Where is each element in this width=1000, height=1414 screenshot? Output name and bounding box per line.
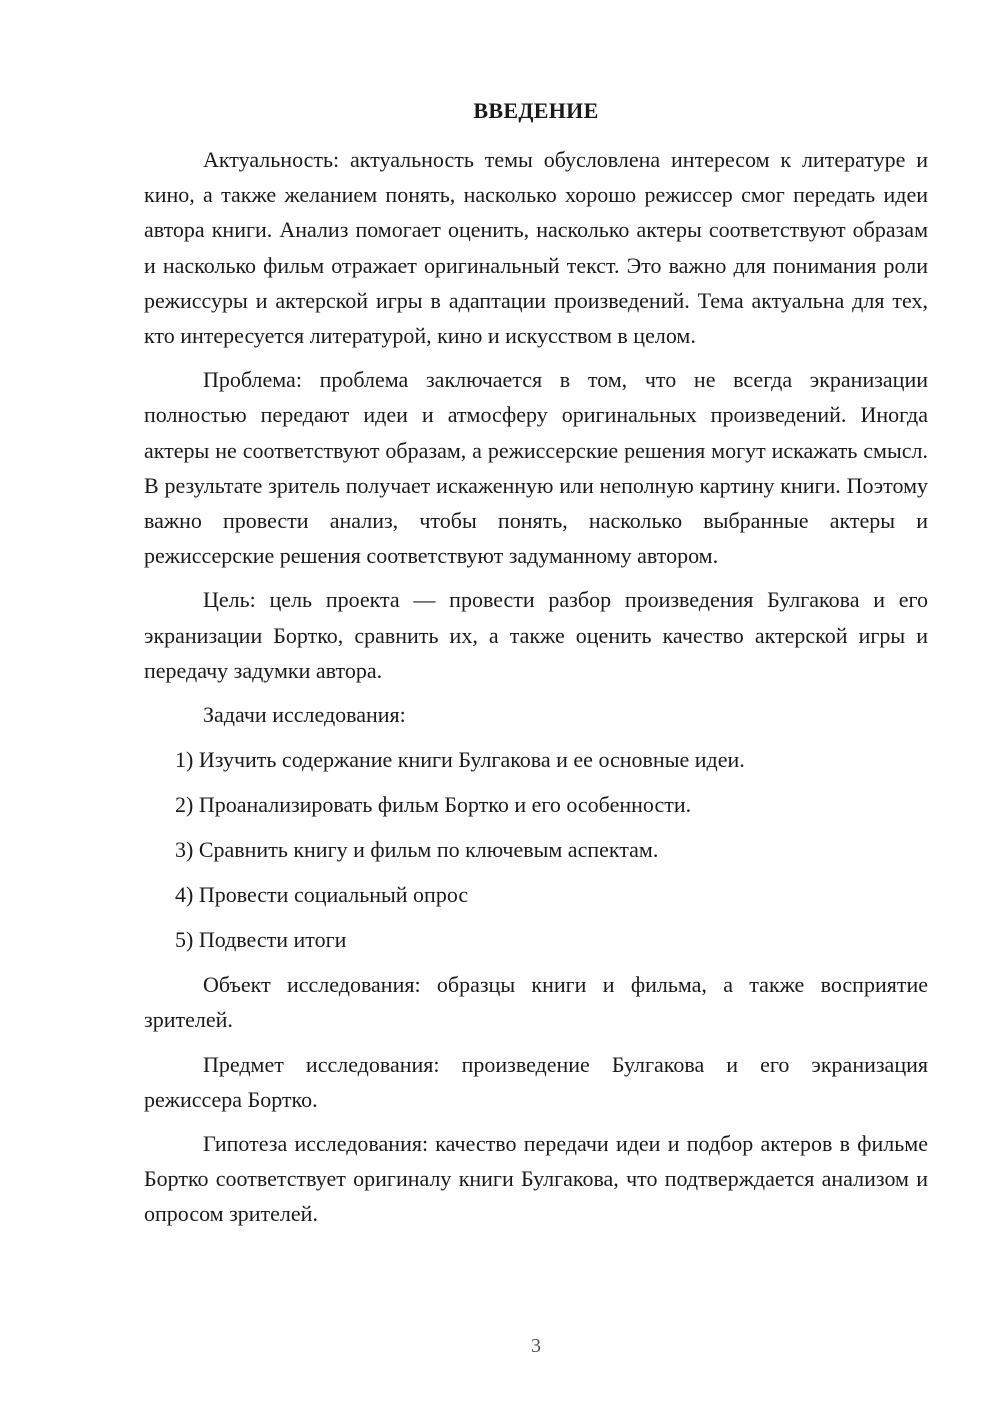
goal-paragraph: Цель: цель проекта — провести разбор произведения Булгакова и его экранизации Бортко, сравнить их, а также оценить качество актерской игры и передачу задумки автора. <box>144 587 928 683</box>
task-text: Сравнить книгу и фильм по ключевым аспектам. <box>198 837 659 863</box>
object-paragraph: Объект исследования: образцы книги и фильма, а также восприятие зрителей. <box>144 972 928 1033</box>
page-number: 3 <box>531 1335 541 1357</box>
task-number: 5) <box>175 927 194 953</box>
list-item <box>144 922 928 967</box>
task-text: Подвести итоги <box>198 927 347 953</box>
list-item <box>144 787 928 832</box>
relevance-paragraph: Актуальность: актуальность темы обусловлена интересом к литературе и кино, а также желанием понять, насколько хорошо режиссер смог передать идеи автора книги. Анализ помогает оценить, насколько актеры соответствуют образам и насколько фильм отражает оригинальный текст. Это важно для понимания роли режиссуры и актерской игры в адаптации произведений. Тема актуальна для тех, кто интересуется литературой, кино и искусством в целом. <box>144 147 928 349</box>
list-item <box>144 742 928 787</box>
page-title: ВВЕДЕНИЕ <box>473 98 599 123</box>
task-number: 2) <box>175 792 194 818</box>
list-item <box>144 832 928 877</box>
task-number: 4) <box>175 882 194 908</box>
list-item <box>144 877 928 922</box>
document-page <box>144 0 928 1414</box>
task-number: 3) <box>175 837 194 863</box>
task-number: 1) <box>175 747 194 773</box>
task-text: Проанализировать фильм Бортко и его особенности. <box>198 792 692 818</box>
document-body <box>144 142 928 1232</box>
task-list <box>144 742 928 967</box>
hypothesis-paragraph: Гипотеза исследования: качество передачи идеи и подбор актеров в фильме Бортко соответствует оригиналу книги Булгакова, что подтверждается анализом и опросом зрителей. <box>144 1131 928 1227</box>
tasks-heading: Задачи исследования: <box>203 702 406 728</box>
task-text: Изучить содержание книги Булгакова и ее основные идеи. <box>198 747 745 773</box>
subject-paragraph: Предмет исследования: произведение Булгакова и его экранизация режиссера Бортко. <box>144 1051 928 1112</box>
task-text: Провести социальный опрос <box>198 882 469 908</box>
problem-paragraph: Проблема: проблема заключается в том, что не всегда экранизации полностью передают идеи и атмосферу оригинальных произведений. Иногда актеры не соответствуют образам, а режиссерские решения могут искажать смысл. В результате зритель получает искаженную или неполную картину книги. Поэтому важно провести анализ, чтобы понять, насколько выбранные актеры и режиссерские решения соответствуют задуманному автором. <box>144 367 928 569</box>
